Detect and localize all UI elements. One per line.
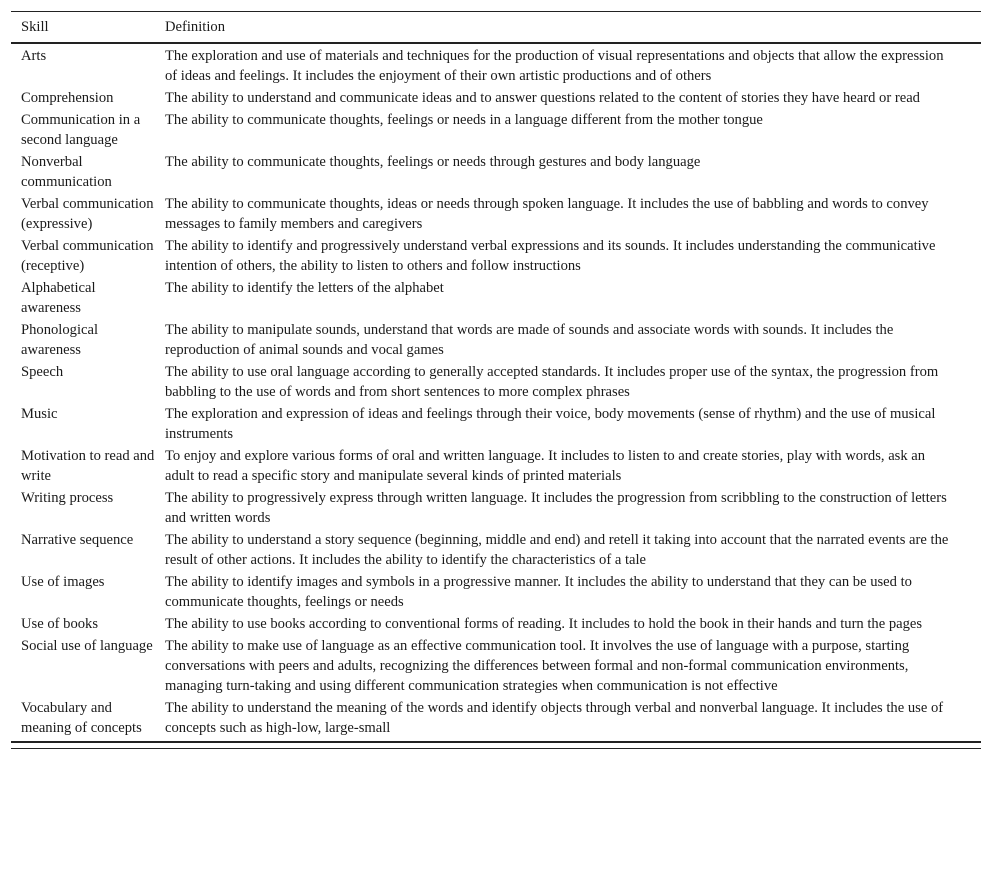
table-bottom-rule — [11, 741, 981, 743]
definition-cell: The ability to understand the meaning of the words and identify objects through verbal and nonverbal language. It includes the use of concepts such as high-low, large-small — [165, 700, 944, 736]
table-body — [11, 43, 981, 740]
table-header — [11, 12, 981, 44]
definition-cell: The ability to use oral language according to generally accepted standards. It includes proper use of the syntax, the progression from babbling to the use of words and from short sentences to more complex phrases — [165, 364, 939, 400]
definition-cell: The ability to understand and communicate ideas and to answer questions related to the content of stories they have heard or read — [165, 90, 920, 106]
table-row — [11, 151, 981, 193]
table-row — [11, 613, 981, 635]
skill-cell: Phonological awareness — [21, 322, 99, 358]
header-skill: Skill — [21, 19, 49, 35]
table-row — [11, 193, 981, 235]
table-row — [11, 487, 981, 529]
skill-cell: Speech — [21, 364, 64, 380]
definition-cell: The ability to manipulate sounds, understand that words are made of sounds and associate words with sounds. It includes the reproduction of animal sounds and vocal games — [165, 322, 894, 358]
definition-cell: The ability to understand a story sequence (beginning, middle and end) and retell it taking into account that the narrated events are the result of other actions. It includes the ability to identify the characteristics of a tale — [165, 532, 949, 568]
skill-cell: Verbal communication (expressive) — [21, 196, 154, 232]
definition-cell: The ability to communicate thoughts, feelings or needs through gestures and body language — [165, 154, 701, 170]
skill-cell: Music — [21, 406, 58, 422]
table-row — [11, 319, 981, 361]
definition-cell: The ability to identify and progressively understand verbal expressions and its sounds. It includes understanding the communicative intention of others, the ability to listen to others and follow instructions — [165, 238, 936, 274]
skills-table — [11, 11, 981, 740]
skill-cell: Arts — [21, 48, 47, 64]
skill-cell: Narrative sequence — [21, 532, 134, 548]
table-footer-rule — [11, 748, 981, 749]
table-row — [11, 235, 981, 277]
header-row — [11, 12, 981, 44]
table-row — [11, 109, 981, 151]
table-row — [11, 43, 981, 87]
skill-cell: Social use of language — [21, 638, 153, 654]
definition-cell: The exploration and use of materials and techniques for the production of visual representations and objects that allow the expression of ideas and feelings. It includes the enjoyment of their own artistic productions and of others — [165, 48, 944, 84]
skill-cell: Use of images — [21, 574, 105, 590]
skill-cell: Nonverbal communication — [21, 154, 112, 190]
table-row — [11, 403, 981, 445]
skill-cell: Vocabulary and meaning of concepts — [21, 700, 142, 736]
table-row — [11, 87, 981, 109]
table-row — [11, 445, 981, 487]
skill-cell: Alphabetical awareness — [21, 280, 96, 316]
skill-cell: Writing process — [21, 490, 114, 506]
skill-cell: Motivation to read and write — [21, 448, 155, 484]
skill-cell: Comprehension — [21, 90, 114, 106]
table-row — [11, 697, 981, 740]
definition-cell: The ability to make use of language as an effective communication tool. It involves the use of language with a purpose, starting conversations with peers and adults, recognizing the differences between formal and non-formal communication environments, managing turn-taking and using different communication strategies when communication is not effective — [165, 638, 910, 694]
definition-cell: The ability to communicate thoughts, feelings or needs in a language different from the mother tongue — [165, 112, 763, 128]
definition-cell: The ability to identify the letters of the alphabet — [165, 280, 444, 296]
table-row — [11, 361, 981, 403]
header-definition: Definition — [165, 19, 225, 35]
definition-cell: The ability to use books according to conventional forms of reading. It includes to hold the book in their hands and turn the pages — [165, 616, 923, 632]
table-row — [11, 277, 981, 319]
definition-cell: To enjoy and explore various forms of oral and written language. It includes to listen to and create stories, play with words, ask an adult to read a specific story and manipulate several kinds of printed materials — [165, 448, 926, 484]
definition-cell: The exploration and expression of ideas and feelings through their voice, body movements (sense of rhythm) and the use of musical instruments — [165, 406, 936, 442]
skill-cell: Verbal communication (receptive) — [21, 238, 154, 274]
skill-cell: Communication in a second language — [21, 112, 141, 148]
definition-cell: The ability to communicate thoughts, ideas or needs through spoken language. It includes the use of babbling and words to convey messages to family members and caregivers — [165, 196, 929, 232]
table-row — [11, 635, 981, 697]
table-row — [11, 529, 981, 571]
definition-cell: The ability to progressively express through written language. It includes the progression from scribbling to the construction of letters and written words — [165, 490, 947, 526]
skill-cell: Use of books — [21, 616, 99, 632]
definition-cell: The ability to identify images and symbols in a progressive manner. It includes the ability to understand that they can be used to communicate thoughts, feelings or needs — [165, 574, 912, 610]
skills-table-container — [11, 11, 981, 749]
table-row — [11, 571, 981, 613]
